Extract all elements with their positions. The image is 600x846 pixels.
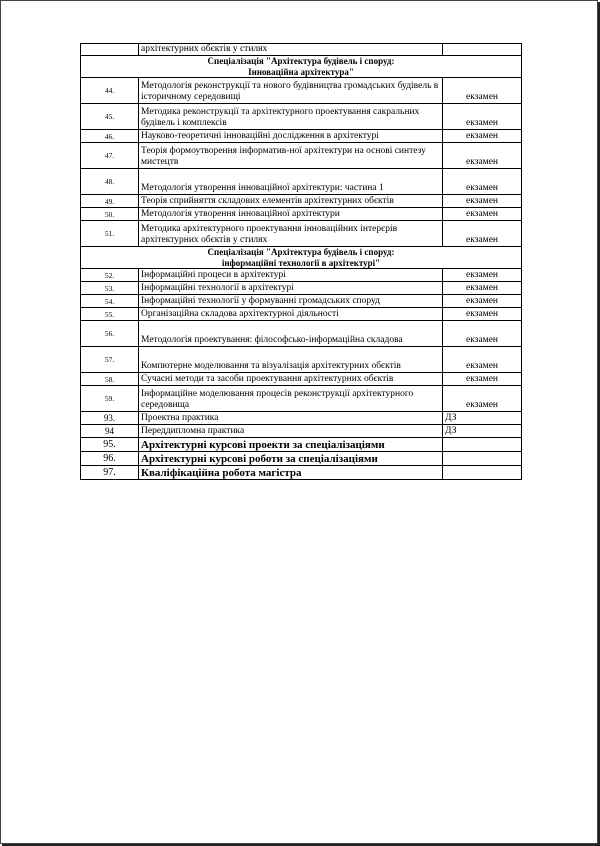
table-row xyxy=(81,130,522,143)
specialization-header xyxy=(81,56,522,78)
row-number: 50. xyxy=(81,208,139,221)
course-name: Проектна практика xyxy=(139,412,443,425)
control-form: екзамен xyxy=(443,195,522,208)
control-form: екзамен xyxy=(443,143,522,169)
row-number: 44. xyxy=(81,78,139,104)
control-form: екзамен xyxy=(443,308,522,321)
row-number: 96. xyxy=(81,452,139,466)
control-form: ДЗ xyxy=(443,425,522,438)
table-row xyxy=(81,208,522,221)
control-form: ДЗ xyxy=(443,412,522,425)
course-name: Інформаційні технології у формуванні громадських споруд xyxy=(139,295,443,308)
control-form: екзамен xyxy=(443,373,522,386)
control-form xyxy=(443,466,522,480)
course-name: Методологія реконструкції та нового будівництва громадських будівель в історичному середовищі xyxy=(139,78,443,104)
row-number: 95. xyxy=(81,438,139,452)
table-row xyxy=(81,169,522,195)
table-row xyxy=(81,321,522,347)
course-name: Методологія утворення інноваційної архітектури: частина 1 xyxy=(139,169,443,195)
table-row xyxy=(81,104,522,130)
course-name: Теорія сприйняття складових елементів архітектурних обєктів xyxy=(139,195,443,208)
row-number: 52. xyxy=(81,269,139,282)
table-row xyxy=(81,78,522,104)
table-row xyxy=(81,44,522,56)
course-name: Інформаційні технології в архітектурі xyxy=(139,282,443,295)
control-form: екзамен xyxy=(443,78,522,104)
row-number: 56. xyxy=(81,321,139,347)
course-name: Кваліфікаційна робота магістра xyxy=(139,466,443,480)
control-form: екзамен xyxy=(443,130,522,143)
table-row xyxy=(81,466,522,480)
course-name: Методологія проектування: філософсько-інформаційна складова xyxy=(139,321,443,347)
table-row xyxy=(81,269,522,282)
course-name: Сучасні методи та засоби проектування архітектурних обєктів xyxy=(139,373,443,386)
row-number: 48. xyxy=(81,169,139,195)
row-number: 45. xyxy=(81,104,139,130)
course-name: Теорія формоутворення інформатив-ної архітектури на основі синтезу мистецтв xyxy=(139,143,443,169)
control-form: екзамен xyxy=(443,169,522,195)
control-form: екзамен xyxy=(443,208,522,221)
specialization-header xyxy=(81,247,522,269)
course-name: Методологія утворення інноваційної архітектури xyxy=(139,208,443,221)
course-name: Організаційна складова архітектурної діяльності xyxy=(139,308,443,321)
control-form: екзамен xyxy=(443,386,522,412)
course-name: Інформаційне моделювання процесів реконструкції архітектурного середовища xyxy=(139,386,443,412)
table-row xyxy=(81,412,522,425)
course-name: Архітектурні курсові проекти за спеціалізаціями xyxy=(139,438,443,452)
course-name: Науково-теоретичні інноваційні дослідження в архітектурі xyxy=(139,130,443,143)
curriculum-table xyxy=(80,43,522,480)
table-row xyxy=(81,373,522,386)
table-row xyxy=(81,438,522,452)
control-form: екзамен xyxy=(443,221,522,247)
control-form xyxy=(443,44,522,56)
control-form: екзамен xyxy=(443,269,522,282)
row-number: 94 xyxy=(81,425,139,438)
table-row xyxy=(81,308,522,321)
course-name: Методика реконструкції та архітектурного проектування сакральних будівель і комплексів xyxy=(139,104,443,130)
control-form: екзамен xyxy=(443,321,522,347)
row-number: 46. xyxy=(81,130,139,143)
table-row xyxy=(81,347,522,373)
table-row xyxy=(81,295,522,308)
row-number: 93. xyxy=(81,412,139,425)
table-row xyxy=(81,452,522,466)
table-row xyxy=(81,282,522,295)
control-form xyxy=(443,452,522,466)
control-form: екзамен xyxy=(443,295,522,308)
specialization-title-line1: Спеціалізація "Архітектура будівель і споруд: xyxy=(207,56,395,66)
table-row xyxy=(81,143,522,169)
table-row xyxy=(81,221,522,247)
control-form xyxy=(443,438,522,452)
control-form: екзамен xyxy=(443,347,522,373)
course-name: Переддипломна практика xyxy=(139,425,443,438)
row-number: 49. xyxy=(81,195,139,208)
row-number: 47. xyxy=(81,143,139,169)
course-name: Архітектурні курсові роботи за спеціалізаціями xyxy=(139,452,443,466)
control-form: екзамен xyxy=(443,104,522,130)
row-number: 55. xyxy=(81,308,139,321)
specialization-title-line1: Спеціалізація "Архітектура будівель і споруд: xyxy=(207,247,395,257)
row-number: 97. xyxy=(81,466,139,480)
row-number: 51. xyxy=(81,221,139,247)
row-number: 53. xyxy=(81,282,139,295)
row-number: 57. xyxy=(81,347,139,373)
course-name: Інформаційні процеси в архітектурі xyxy=(139,269,443,282)
row-number: 54. xyxy=(81,295,139,308)
table-row xyxy=(81,425,522,438)
control-form: екзамен xyxy=(443,282,522,295)
course-name: Компютерне моделювання та візуалізація архітектурних обєктів xyxy=(139,347,443,373)
specialization-title-line2: інформаційні технології в архітектурі" xyxy=(221,257,381,268)
row-number: 59. xyxy=(81,386,139,412)
specialization-title-line2: Інноваційна архітектура" xyxy=(248,66,354,77)
row-number: 58. xyxy=(81,373,139,386)
table-row xyxy=(81,386,522,412)
course-name: архітектурних обєктів у стилях xyxy=(139,44,443,56)
row-number xyxy=(81,44,139,56)
table-row xyxy=(81,195,522,208)
course-name: Методика архітектурного проектування інноваційних інтерєрів архітектурних обєктів у стилях xyxy=(139,221,443,247)
